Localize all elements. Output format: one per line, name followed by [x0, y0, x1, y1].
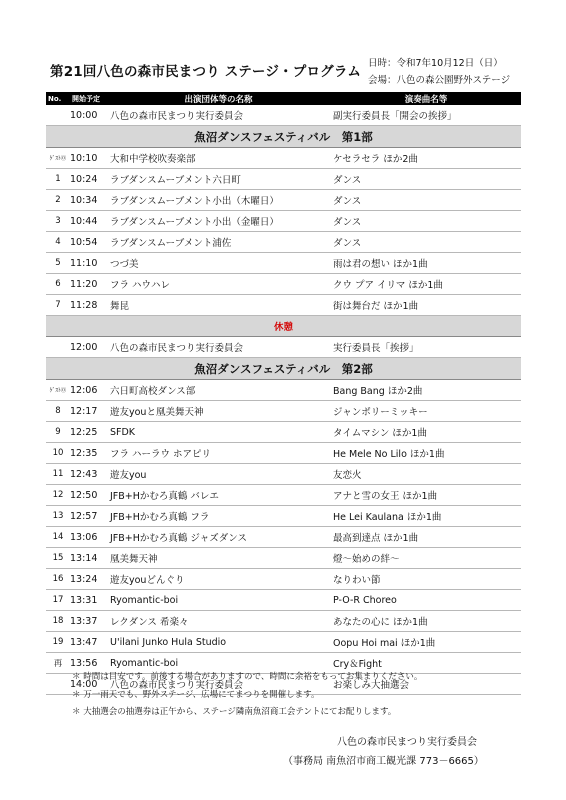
table-row — [46, 253, 521, 274]
table-row — [46, 569, 521, 590]
page-title: 第21回八色の森市民まつり ステージ・プログラム — [50, 64, 362, 80]
row-performer: ラブダンスムーブメント小出（金曜日） — [106, 211, 331, 232]
row-time: 12:35 — [70, 443, 106, 464]
row-performer: Ryomantic-boi — [106, 590, 331, 611]
table-row — [46, 380, 521, 401]
row-performer: つづ美 — [106, 253, 331, 274]
table-row — [46, 232, 521, 253]
row-number: 13 — [46, 506, 70, 527]
row-number: 8 — [46, 401, 70, 422]
row-time: 12:50 — [70, 485, 106, 506]
note-item: ＊ 大抽選会の抽選券は正午から、ステージ隣南魚沼商工会テントにてお配りします。 — [72, 707, 397, 717]
row-time: 10:54 — [70, 232, 106, 253]
notes-list — [72, 669, 422, 722]
table-row — [46, 590, 521, 611]
row-performer: 凰美舞天神 — [106, 548, 331, 569]
table-row — [46, 485, 521, 506]
row-number: 10 — [46, 443, 70, 464]
header-song: 演奏曲名等 — [331, 92, 521, 105]
header-performer: 出演団体等の名称 — [106, 92, 331, 105]
row-song: Cry＆Fight — [331, 653, 521, 674]
row-song: 実行委員長「挨拶」 — [331, 337, 521, 358]
row-time: 12:25 — [70, 422, 106, 443]
table-row — [46, 548, 521, 569]
row-time: 13:37 — [70, 611, 106, 632]
row-time: 12:06 — [70, 380, 106, 401]
row-performer: SFDK — [106, 422, 331, 443]
row-performer: JFB+Hかむろ真鶴 ジャズダンス — [106, 527, 331, 548]
row-number — [46, 105, 70, 126]
row-performer: ラブダンスムーブメント六日町 — [106, 169, 331, 190]
note-item: ＊ 時間は目安です。前後する場合がありますので、時間に余裕をもってお集まりください。 — [72, 672, 423, 682]
row-performer: 舞昆 — [106, 295, 331, 316]
row-song: Oopu Hoi mai ほか1曲 — [331, 632, 521, 653]
row-performer: 六日町高校ダンス部 — [106, 380, 331, 401]
row-number: 12 — [46, 485, 70, 506]
row-time: 13:06 — [70, 527, 106, 548]
row-time: 10:00 — [70, 105, 106, 126]
row-performer: JFB+Hかむろ真鶴 フラ — [106, 506, 331, 527]
row-number: 18 — [46, 611, 70, 632]
row-number: 7 — [46, 295, 70, 316]
row-performer: 八色の森市民まつり実行委員会 — [106, 337, 331, 358]
table-row — [46, 422, 521, 443]
row-performer: フラ ハーラウ ホアピリ — [106, 443, 331, 464]
table-row — [46, 211, 521, 232]
row-song: クウ プア イリマ ほか1曲 — [331, 274, 521, 295]
row-number: 6 — [46, 274, 70, 295]
row-song: なりわい節 — [331, 569, 521, 590]
table-row — [46, 611, 521, 632]
row-song: あなたの心に ほか1曲 — [331, 611, 521, 632]
event-venue: 会場：八色の森公園野外ステージ — [368, 75, 511, 86]
row-performer: U'ilani Junko Hula Studio — [106, 632, 331, 653]
header-no: No. — [46, 92, 70, 105]
table-row — [46, 464, 521, 485]
row-time: 12:17 — [70, 401, 106, 422]
row-song: 燈～始めの絆～ — [331, 548, 521, 569]
row-song: ダンス — [331, 190, 521, 211]
table-row — [46, 148, 521, 169]
row-performer: 遊友you — [106, 464, 331, 485]
row-number: 9 — [46, 422, 70, 443]
row-song: ダンス — [331, 211, 521, 232]
row-song: アナと雪の女王 ほか1曲 — [331, 485, 521, 506]
row-performer: 遊友youと凰美舞天神 — [106, 401, 331, 422]
row-song: お楽しみ大抽選会 — [331, 674, 521, 695]
row-song: 街は舞台だ ほか1曲 — [331, 295, 521, 316]
row-performer: Ryomantic-boi — [106, 653, 331, 674]
row-performer: 遊友youどんぐり — [106, 569, 331, 590]
table-row — [46, 105, 521, 126]
row-time: 11:20 — [70, 274, 106, 295]
row-time: 10:24 — [70, 169, 106, 190]
row-time: 13:47 — [70, 632, 106, 653]
table-row — [46, 443, 521, 464]
row-time: 10:44 — [70, 211, 106, 232]
row-number: 4 — [46, 232, 70, 253]
table-row — [46, 337, 521, 358]
row-song: タイムマシン ほか1曲 — [331, 422, 521, 443]
row-number — [46, 337, 70, 358]
row-performer: 八色の森市民まつり実行委員会 — [106, 105, 331, 126]
row-number: ｹﾞｽﾄ⓪ — [46, 380, 70, 401]
table-row — [46, 190, 521, 211]
row-time: 12:43 — [70, 464, 106, 485]
program-table — [46, 92, 521, 695]
row-song: P-O-R Choreo — [331, 590, 521, 611]
row-performer: 八色の森市民まつり実行委員会 — [106, 674, 331, 695]
row-number: 再 — [46, 653, 70, 674]
row-song: ダンス — [331, 232, 521, 253]
row-number: 3 — [46, 211, 70, 232]
row-performer: フラ ハウハレ — [106, 274, 331, 295]
row-number: 19 — [46, 632, 70, 653]
row-time: 14:00 — [70, 674, 106, 695]
row-number: 11 — [46, 464, 70, 485]
row-number — [46, 674, 70, 695]
row-song: Bang Bang ほか2曲 — [331, 380, 521, 401]
break-row-label: 休憩 — [46, 316, 521, 337]
row-time: 13:56 — [70, 653, 106, 674]
table-row — [46, 632, 521, 653]
row-performer: 大和中学校吹奏楽部 — [106, 148, 331, 169]
row-number: 14 — [46, 527, 70, 548]
row-time: 11:28 — [70, 295, 106, 316]
row-song: ダンス — [331, 169, 521, 190]
event-date: 日時：令和7年10月12日（日） — [368, 58, 503, 69]
row-time: 12:00 — [70, 337, 106, 358]
section-header-part2-label: 魚沼ダンスフェスティバル 第2部 — [46, 358, 521, 380]
row-number: 2 — [46, 190, 70, 211]
row-song: 副実行委員長「開会の挨拶」 — [331, 105, 521, 126]
row-song: 最高到達点 ほか1曲 — [331, 527, 521, 548]
row-performer: JFB+Hかむろ真鶴 バレエ — [106, 485, 331, 506]
row-number: 17 — [46, 590, 70, 611]
row-song: ジャンボリーミッキー — [331, 401, 521, 422]
row-time: 13:14 — [70, 548, 106, 569]
section-header-part1-label: 魚沼ダンスフェスティバル 第1部 — [46, 126, 521, 148]
organizer-name: 八色の森市民まつり実行委員会 — [337, 737, 477, 748]
row-time: 13:31 — [70, 590, 106, 611]
table-row — [46, 506, 521, 527]
row-performer: レクダンス 希楽々 — [106, 611, 331, 632]
row-performer: ラブダンスムーブメント小出（木曜日） — [106, 190, 331, 211]
break-row — [46, 316, 521, 337]
row-song: He Lei Kaulana ほか1曲 — [331, 506, 521, 527]
table-row — [46, 527, 521, 548]
row-time: 12:57 — [70, 506, 106, 527]
table-row — [46, 274, 521, 295]
header-time: 開始予定 — [70, 92, 106, 105]
row-number: 5 — [46, 253, 70, 274]
section-header-part1 — [46, 126, 521, 148]
row-song: He Mele No Lilo ほか1曲 — [331, 443, 521, 464]
table-header-row — [46, 92, 521, 105]
row-song: 雨は君の想い ほか1曲 — [331, 253, 521, 274]
row-time: 10:34 — [70, 190, 106, 211]
table-row — [46, 401, 521, 422]
contact-info: （事務局 南魚沼市商工観光課 773－6665） — [283, 756, 484, 767]
row-number: 1 — [46, 169, 70, 190]
row-song: ケセラセラ ほか2曲 — [331, 148, 521, 169]
row-number: 15 — [46, 548, 70, 569]
table-row — [46, 295, 521, 316]
note-item: ＊ 万一雨天でも、野外ステージ、広場にてまつりを開催します。 — [72, 689, 320, 700]
row-performer: ラブダンスムーブメント浦佐 — [106, 232, 331, 253]
table-row — [46, 169, 521, 190]
row-time: 11:10 — [70, 253, 106, 274]
row-time: 10:10 — [70, 148, 106, 169]
section-header-part2 — [46, 358, 521, 380]
row-number: 16 — [46, 569, 70, 590]
row-number: ｹﾞｽﾄ⓪ — [46, 148, 70, 169]
row-song: 友恋火 — [331, 464, 521, 485]
row-time: 13:24 — [70, 569, 106, 590]
